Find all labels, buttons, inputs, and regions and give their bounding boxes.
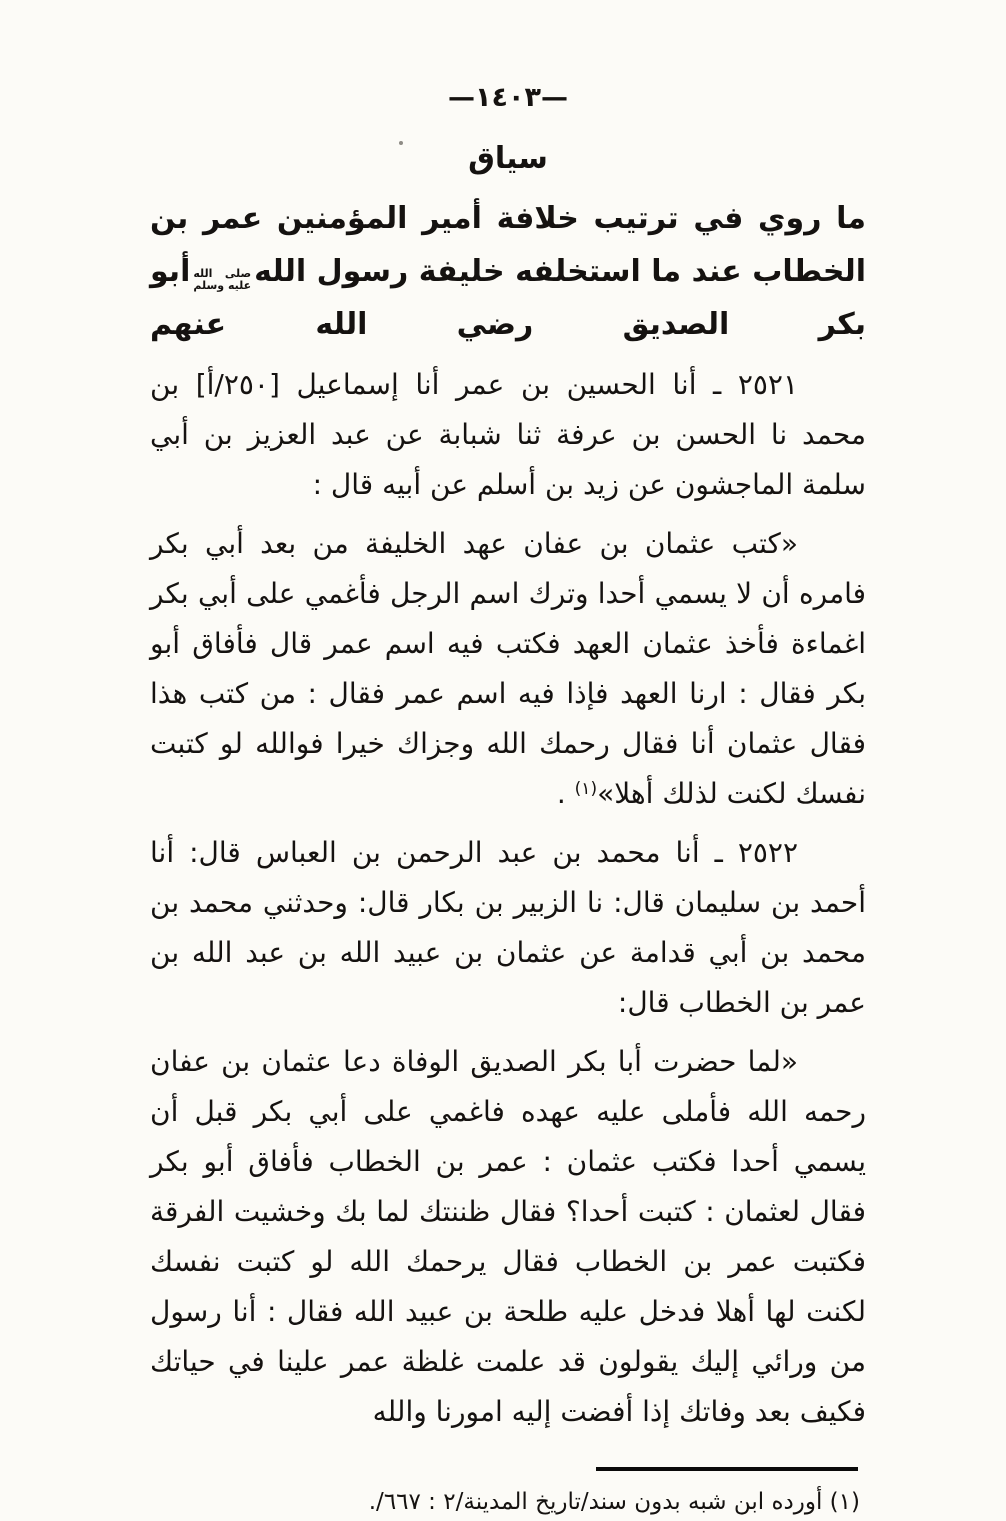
isnad-paragraph-2521: ٢٥٢١ ـ أنا الحسين بن عمر أنا إسماعيل [٢٥٠/أ] بن محمد نا الحسن بن عرفة ثنا شبابة عن عبد العزيز بن أبي سلمة الماجشون عن زيد بن أسلم عن أبيه قال : (150, 368, 866, 501)
honorific-bottom: عليه وسلم (193, 279, 252, 292)
footnote-area (150, 1467, 866, 1521)
chapter-heading-part2: أبو بكر الصديق رضي الله عنهم (150, 254, 866, 342)
chapter-heading-part1: ما روي في ترتيب خلافة أمير المؤمنين عمر بن الخطاب عند ما استخلفه خليفة رسول الله (150, 201, 866, 289)
scan-speck (399, 141, 403, 145)
isnad-paragraph-2522: ٢٥٢٢ ـ أنا محمد بن عبد الرحمن بن العباس قال: أنا أحمد بن سليمان قال: نا الزبير بن بكار قال: وحدثني محمد بن محمد بن أبي قدامة عن عثمان بن عبيد الله بن عبد الله بن عمر بن الخطاب قال: (150, 836, 866, 1019)
chapter-heading (150, 192, 866, 351)
section-title: سياق (468, 141, 548, 176)
matn-2521-period: . (556, 777, 575, 810)
footnote-marker: (١) (574, 779, 598, 799)
honorific-top: صلى الله (193, 266, 252, 280)
matn-2521-text: «كتب عثمان بن عفان عهد الخليفة من بعد أبي بكر فامره أن لا يسمي أحدا وترك اسم الرجل فأغمي على أبي بكر اغماءة فأخذ عثمان العهد فكتب فيه اسم عمر قال فأفاق أبو بكر فقال : ارنا العهد فإذا فيه اسم عمر فقال : من كتب هذا فقال عثمان أنا فقال رحمك الله وجزاك خيرا فوالله لو كتبت نفسك لكنت لذلك أهلا» (150, 527, 866, 810)
sallallahu-alayhi-wasallam-icon (193, 268, 251, 292)
matn-paragraph-2522: «لما حضرت أبا بكر الصديق الوفاة دعا عثمان بن عفان رحمه الله فأملى عليه عهده فاغمي على أبي بكر قبل أن يسمي أحدا فكتب عثمان : عمر بن الخطاب فأفاق أبو بكر فقال لعثمان : كتبت أحدا؟ فقال ظننتك لما بك وخشيت الفرقة فكتبت عمر بن الخطاب فقال يرحمك الله لو كتبت نفسك لكنت لها أهلا فدخل عليه طلحة بن عبيد الله فقال : أنا رسول من ورائي إليك يقولون قد علمت غلظة عمر علينا في حياتك فكيف بعد وفاتك إذا أفضت إليه امورنا والله (150, 1045, 866, 1428)
page-number: —١٤٠٣— (448, 82, 568, 113)
footnote-text: (١) أورده ابن شبه بدون سند/تاريخ المدينة/٢ : ٦٦٧/. (368, 1489, 860, 1515)
footnote-separator (596, 1467, 858, 1471)
matn-paragraph-2521 (150, 519, 866, 819)
